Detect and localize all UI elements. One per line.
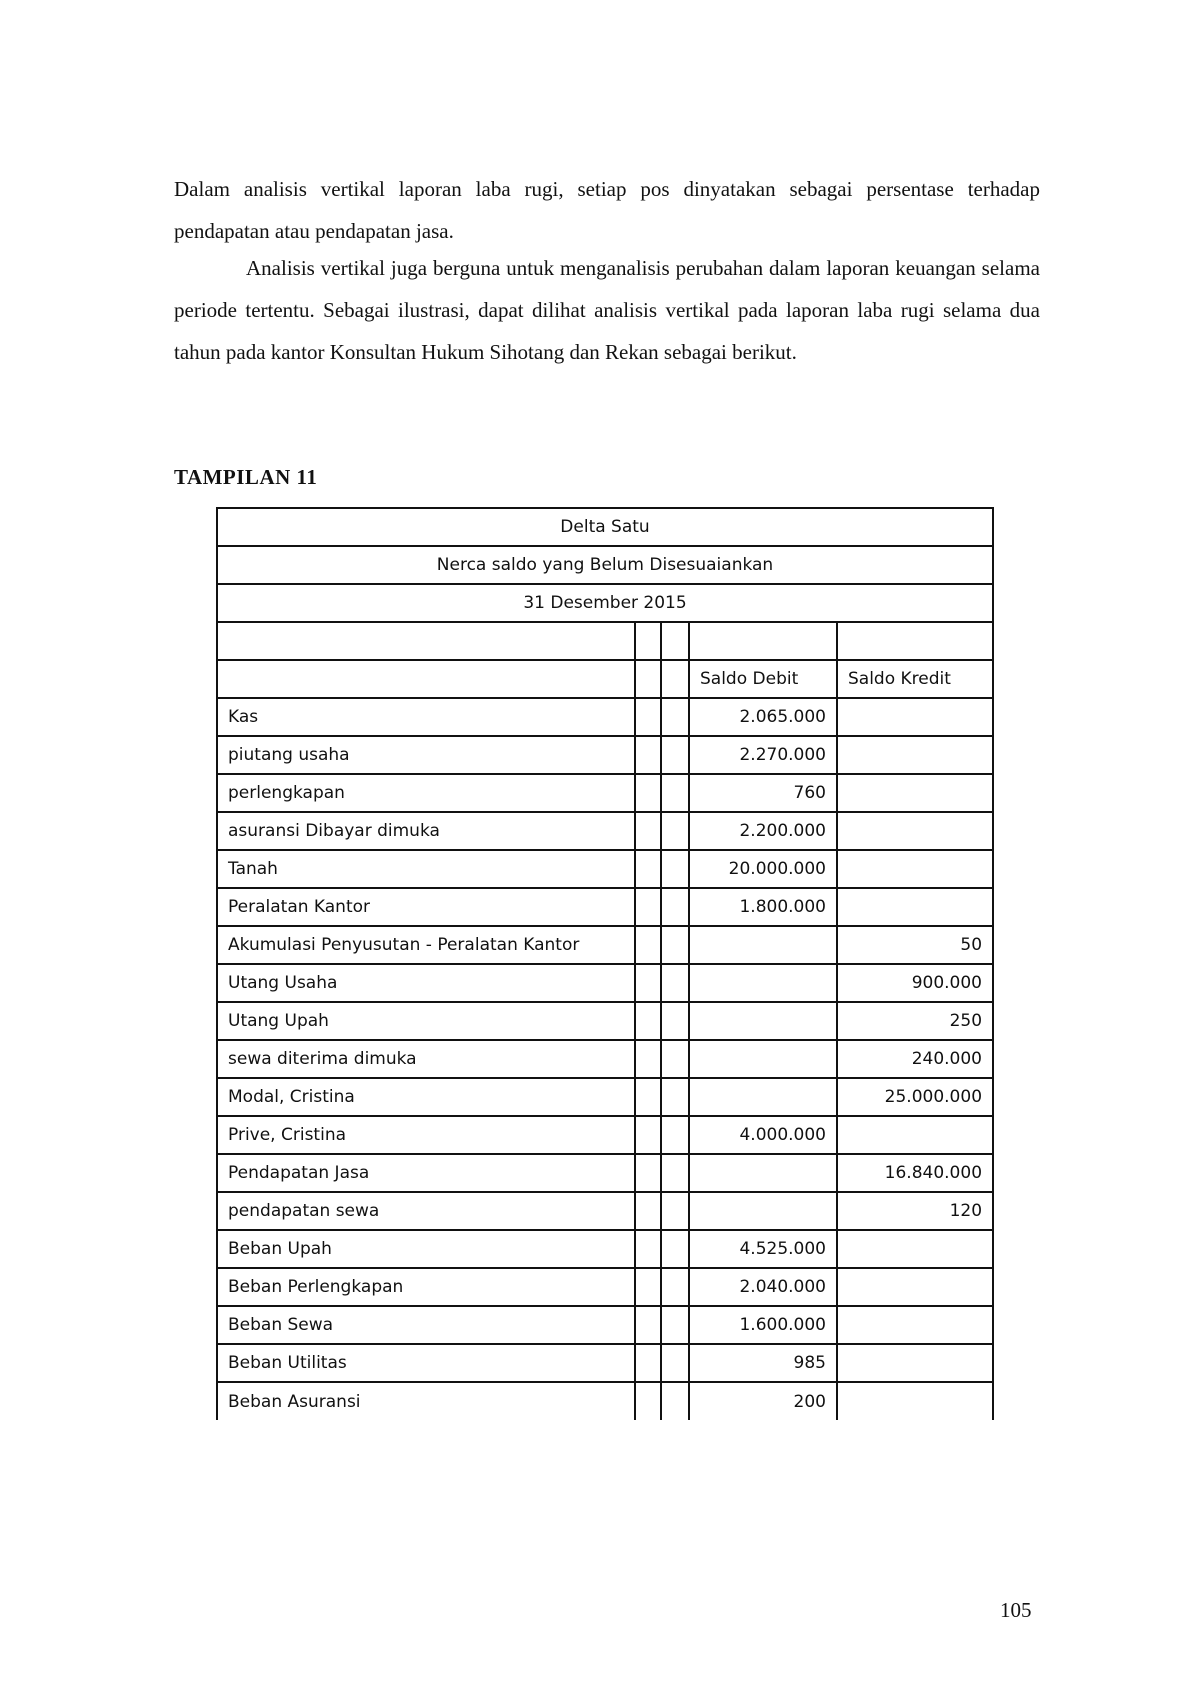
blank-cell: [689, 622, 837, 660]
debit-cell: [689, 1002, 837, 1040]
date-row: [217, 584, 993, 622]
debit-cell: 2.270.000: [689, 736, 837, 774]
account-cell: asuransi Dibayar dimuka: [217, 812, 635, 850]
debit-column-header: Saldo Debit: [689, 660, 837, 698]
credit-cell: [837, 698, 993, 736]
credit-cell: 250: [837, 1002, 993, 1040]
blank-cell: [635, 964, 661, 1002]
blank-cell: [635, 1230, 661, 1268]
blank-cell: [635, 660, 661, 698]
blank-cell: [661, 888, 689, 926]
table-row: [217, 1230, 993, 1268]
debit-cell: 2.065.000: [689, 698, 837, 736]
table-row: [217, 964, 993, 1002]
credit-cell: [837, 1116, 993, 1154]
debit-cell: 985: [689, 1344, 837, 1382]
blank-cell: [635, 888, 661, 926]
blank-cell: [217, 622, 635, 660]
blank-cell: [661, 1154, 689, 1192]
credit-cell: [837, 1306, 993, 1344]
column-header-row: [217, 660, 993, 698]
credit-cell: 900.000: [837, 964, 993, 1002]
table-row: [217, 736, 993, 774]
credit-cell: [837, 850, 993, 888]
report-date: 31 Desember 2015: [217, 584, 993, 622]
trial-balance-table: [216, 507, 994, 1420]
account-cell: Tanah: [217, 850, 635, 888]
intro-paragraph: Dalam analisis vertikal laporan laba rugi, setiap pos dinyatakan sebagai persentase terhadap pendapatan atau pendapatan jasa.: [174, 177, 1040, 243]
account-cell: Beban Upah: [217, 1230, 635, 1268]
account-cell: Utang Upah: [217, 1002, 635, 1040]
credit-cell: [837, 888, 993, 926]
blank-cell: [635, 774, 661, 812]
table-row: [217, 1382, 993, 1420]
table-row: [217, 1344, 993, 1382]
table-row: [217, 1078, 993, 1116]
debit-cell: [689, 964, 837, 1002]
account-cell: Kas: [217, 698, 635, 736]
credit-cell: 16.840.000: [837, 1154, 993, 1192]
blank-cell: [661, 1116, 689, 1154]
report-title-row: [217, 546, 993, 584]
blank-cell: [837, 622, 993, 660]
blank-cell: [635, 1344, 661, 1382]
account-cell: Beban Asuransi: [217, 1382, 635, 1420]
credit-cell: [837, 812, 993, 850]
table-row: [217, 1040, 993, 1078]
credit-cell: 240.000: [837, 1040, 993, 1078]
credit-cell: [837, 774, 993, 812]
blank-cell: [661, 736, 689, 774]
blank-cell: [635, 1268, 661, 1306]
debit-cell: 760: [689, 774, 837, 812]
blank-cell: [635, 850, 661, 888]
blank-cell: [635, 926, 661, 964]
debit-cell: 1.800.000: [689, 888, 837, 926]
blank-cell: [635, 698, 661, 736]
blank-row: [217, 622, 993, 660]
blank-cell: [661, 1382, 689, 1420]
debit-cell: 4.000.000: [689, 1116, 837, 1154]
blank-cell: [635, 1078, 661, 1116]
debit-cell: [689, 1078, 837, 1116]
account-header-cell: [217, 660, 635, 698]
account-cell: Utang Usaha: [217, 964, 635, 1002]
account-cell: Beban Utilitas: [217, 1344, 635, 1382]
company-row: [217, 508, 993, 546]
blank-cell: [661, 850, 689, 888]
table-row: [217, 698, 993, 736]
blank-cell: [661, 812, 689, 850]
account-cell: pendapatan sewa: [217, 1192, 635, 1230]
company-name: Delta Satu: [217, 508, 993, 546]
blank-cell: [661, 964, 689, 1002]
blank-cell: [661, 926, 689, 964]
blank-cell: [635, 1116, 661, 1154]
table-row: [217, 888, 993, 926]
second-paragraph: Analisis vertikal juga berguna untuk menganalisis perubahan dalam laporan keuangan selama periode tertentu. Sebagai ilustrasi, dapat dilihat analisis vertikal pada laporan laba rugi selama dua tahun pada kantor Konsultan Hukum Sihotang dan Rekan sebagai berikut.: [174, 256, 1040, 364]
blank-cell: [635, 1382, 661, 1420]
table-row: [217, 1002, 993, 1040]
blank-cell: [661, 1078, 689, 1116]
blank-cell: [635, 1154, 661, 1192]
debit-cell: [689, 926, 837, 964]
blank-cell: [635, 812, 661, 850]
blank-cell: [635, 1192, 661, 1230]
debit-cell: 20.000.000: [689, 850, 837, 888]
table-row: [217, 1268, 993, 1306]
account-cell: perlengkapan: [217, 774, 635, 812]
blank-cell: [661, 774, 689, 812]
credit-cell: 120: [837, 1192, 993, 1230]
table-row: [217, 1306, 993, 1344]
table-row: [217, 1192, 993, 1230]
account-cell: Beban Sewa: [217, 1306, 635, 1344]
account-cell: piutang usaha: [217, 736, 635, 774]
section-heading: TAMPILAN 11: [174, 465, 318, 489]
table-row: [217, 1154, 993, 1192]
blank-cell: [635, 622, 661, 660]
blank-cell: [661, 1306, 689, 1344]
blank-cell: [661, 698, 689, 736]
blank-cell: [635, 1002, 661, 1040]
credit-column-header: Saldo Kredit: [837, 660, 993, 698]
blank-cell: [635, 1306, 661, 1344]
account-cell: Prive, Cristina: [217, 1116, 635, 1154]
blank-cell: [661, 622, 689, 660]
blank-cell: [661, 1040, 689, 1078]
debit-cell: [689, 1040, 837, 1078]
debit-cell: 2.040.000: [689, 1268, 837, 1306]
table-row: [217, 774, 993, 812]
table-row: [217, 926, 993, 964]
account-cell: Peralatan Kantor: [217, 888, 635, 926]
blank-cell: [635, 1040, 661, 1078]
blank-cell: [661, 1230, 689, 1268]
account-cell: Beban Perlengkapan: [217, 1268, 635, 1306]
debit-cell: 2.200.000: [689, 812, 837, 850]
credit-cell: [837, 736, 993, 774]
debit-cell: [689, 1154, 837, 1192]
blank-cell: [661, 1002, 689, 1040]
report-title: Nerca saldo yang Belum Disesuaiankan: [217, 546, 993, 584]
account-cell: Modal, Cristina: [217, 1078, 635, 1116]
account-cell: Pendapatan Jasa: [217, 1154, 635, 1192]
table-row: [217, 1116, 993, 1154]
debit-cell: 200: [689, 1382, 837, 1420]
blank-cell: [661, 1344, 689, 1382]
credit-cell: 50: [837, 926, 993, 964]
credit-cell: [837, 1382, 993, 1420]
table-row: [217, 812, 993, 850]
table-row: [217, 850, 993, 888]
page-number: 105: [1000, 1598, 1032, 1622]
account-cell: Akumulasi Penyusutan - Peralatan Kantor: [217, 926, 635, 964]
blank-cell: [661, 1268, 689, 1306]
credit-cell: 25.000.000: [837, 1078, 993, 1116]
credit-cell: [837, 1230, 993, 1268]
blank-cell: [635, 736, 661, 774]
blank-cell: [661, 1192, 689, 1230]
blank-cell: [661, 660, 689, 698]
account-cell: sewa diterima dimuka: [217, 1040, 635, 1078]
debit-cell: 1.600.000: [689, 1306, 837, 1344]
debit-cell: [689, 1192, 837, 1230]
credit-cell: [837, 1344, 993, 1382]
debit-cell: 4.525.000: [689, 1230, 837, 1268]
credit-cell: [837, 1268, 993, 1306]
